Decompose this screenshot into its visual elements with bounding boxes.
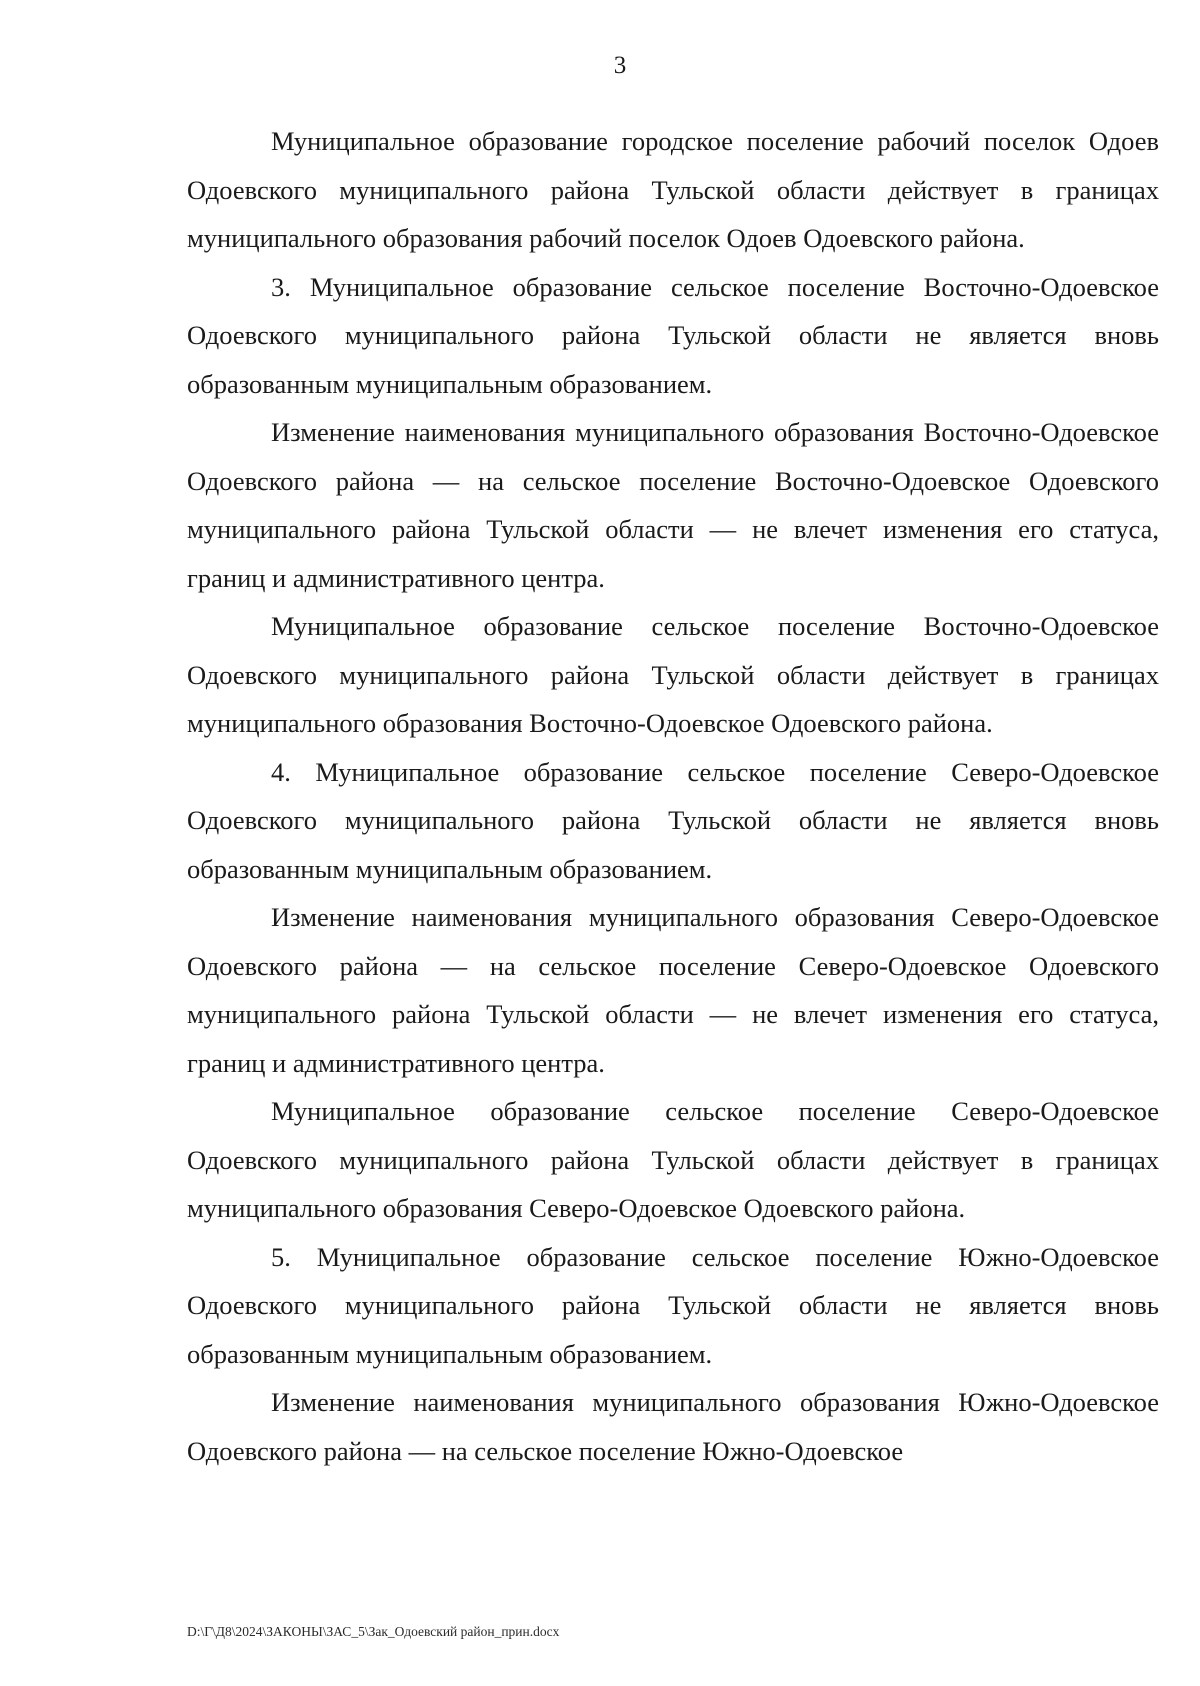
footer-file-path: D:\Г\Д8\2024\ЗАКОНЫ\ЗАС_5\Зак_Одоевский район_прин.docx xyxy=(187,1624,560,1639)
paragraph: Изменение наименования муниципального образования Северо-Одоевское Одоевского района — на сельское поселение Северо-Одоевское Одоевского муниципального района Тульской области — не влечет изменения его статуса, границ и административного центра. xyxy=(187,902,1159,1078)
paragraph: Изменение наименования муниципального образования Южно-Одоевское Одоевского района — на сельское поселение Южно-Одоевское xyxy=(187,1387,1159,1466)
paragraph: Муниципальное образование сельское поселение Восточно-Одоевское Одоевского муниципального района Тульской области действует в границах муниципального образования Восточно-Одоевское Одоевского района. xyxy=(187,611,1159,738)
paragraph: Изменение наименования муниципального образования Восточно-Одоевское Одоевского района — на сельское поселение Восточно-Одоевское Одоевского муниципального района Тульской области — не влечет изменения его статуса, границ и административного центра. xyxy=(187,417,1159,593)
paragraph: Муниципальное образование городское поселение рабочий поселок Одоев Одоевского муниципального района Тульской области действует в границах муниципального образования рабочий поселок Одоев Одоевского района. xyxy=(187,126,1159,253)
paragraph: Муниципальное образование сельское поселение Северо-Одоевское Одоевского муниципального района Тульской области действует в границах муниципального образования Северо-Одоевское Одоевского района. xyxy=(187,1096,1159,1223)
paragraph: 4. Муниципальное образование сельское поселение Северо-Одоевское Одоевского муниципального района Тульской области не является вновь образованным муниципальным образованием. xyxy=(187,756,1159,884)
document-body xyxy=(187,117,1159,1475)
page-number: 3 xyxy=(613,52,627,79)
paragraph: 3. Муниципальное образование сельское поселение Восточно-Одоевское Одоевского муниципального района Тульской области не является вновь образованным муниципальным образованием. xyxy=(187,271,1159,399)
paragraph: 5. Муниципальное образование сельское поселение Южно-Одоевское Одоевского муниципального района Тульской области не является вновь образованным муниципальным образованием. xyxy=(187,1241,1159,1369)
